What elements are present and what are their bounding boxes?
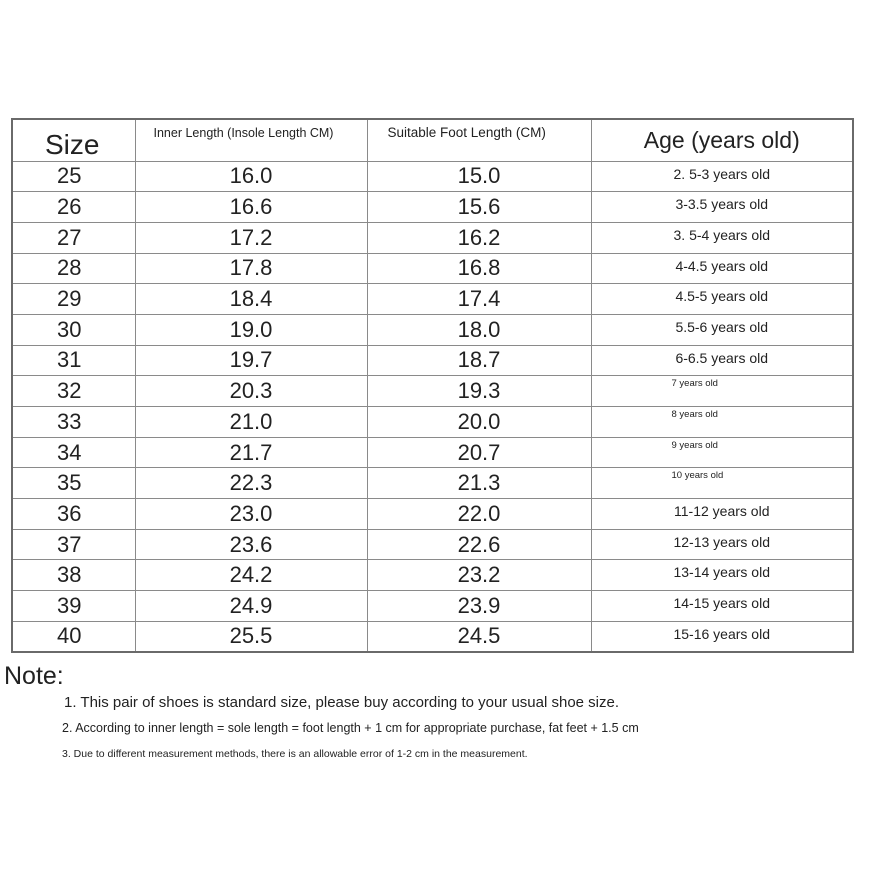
size-cell: 39 bbox=[12, 591, 135, 622]
table-row bbox=[12, 253, 853, 284]
size-cell: 29 bbox=[12, 284, 135, 315]
foot-length-cell: 22.0 bbox=[367, 499, 591, 530]
table-body bbox=[12, 161, 853, 652]
size-cell: 26 bbox=[12, 192, 135, 223]
inner-length-cell: 23.0 bbox=[135, 499, 367, 530]
size-cell: 33 bbox=[12, 407, 135, 438]
foot-length-cell: 16.2 bbox=[367, 222, 591, 253]
size-cell: 31 bbox=[12, 345, 135, 376]
inner-length-cell: 19.7 bbox=[135, 345, 367, 376]
table-row bbox=[12, 407, 853, 438]
inner-length-cell: 24.9 bbox=[135, 591, 367, 622]
inner-length-cell: 16.0 bbox=[135, 161, 367, 192]
inner-length-cell: 19.0 bbox=[135, 314, 367, 345]
size-cell: 37 bbox=[12, 529, 135, 560]
size-cell: 32 bbox=[12, 376, 135, 407]
foot-length-cell: 17.4 bbox=[367, 284, 591, 315]
table-row bbox=[12, 560, 853, 591]
table-row bbox=[12, 437, 853, 468]
inner-length-cell: 17.8 bbox=[135, 253, 367, 284]
header-foot-length: Suitable Foot Length (CM) bbox=[367, 119, 591, 161]
note-line-3: 3. Due to different measurement methods, there is an allowable error of 1-2 cm in the measurement. bbox=[62, 748, 528, 760]
table-row bbox=[12, 591, 853, 622]
table-row bbox=[12, 345, 853, 376]
foot-length-cell: 22.6 bbox=[367, 529, 591, 560]
notes-section bbox=[4, 662, 639, 760]
foot-length-cell: 21.3 bbox=[367, 468, 591, 499]
note-line-2: 2. According to inner length = sole length = foot length + 1 cm for appropriate purchase, fat feet + 1.5 cm bbox=[62, 721, 639, 735]
foot-length-cell: 20.7 bbox=[367, 437, 591, 468]
age-cell: 4-4.5 years old bbox=[591, 253, 853, 284]
age-cell: 15-16 years old bbox=[591, 621, 853, 652]
inner-length-cell: 20.3 bbox=[135, 376, 367, 407]
table-row bbox=[12, 529, 853, 560]
foot-length-cell: 20.0 bbox=[367, 407, 591, 438]
header-inner-length: Inner Length (Insole Length CM) bbox=[135, 119, 367, 161]
table-row bbox=[12, 161, 853, 192]
foot-length-cell: 19.3 bbox=[367, 376, 591, 407]
table-row bbox=[12, 468, 853, 499]
age-cell: 6-6.5 years old bbox=[591, 345, 853, 376]
size-cell: 35 bbox=[12, 468, 135, 499]
header-size: Size bbox=[12, 119, 135, 161]
age-cell: 5.5-6 years old bbox=[591, 314, 853, 345]
inner-length-cell: 23.6 bbox=[135, 529, 367, 560]
age-cell: 7 years old bbox=[591, 376, 853, 407]
note-line-1: 1. This pair of shoes is standard size, please buy according to your usual shoe size. bbox=[64, 694, 620, 711]
age-cell: 3. 5-4 years old bbox=[591, 222, 853, 253]
age-cell: 4.5-5 years old bbox=[591, 284, 853, 315]
foot-length-cell: 15.0 bbox=[367, 161, 591, 192]
table-row bbox=[12, 284, 853, 315]
size-cell: 25 bbox=[12, 161, 135, 192]
size-cell: 34 bbox=[12, 437, 135, 468]
table-row bbox=[12, 621, 853, 652]
table-row bbox=[12, 499, 853, 530]
size-cell: 30 bbox=[12, 314, 135, 345]
foot-length-cell: 23.2 bbox=[367, 560, 591, 591]
foot-length-cell: 15.6 bbox=[367, 192, 591, 223]
age-cell: 13-14 years old bbox=[591, 560, 853, 591]
size-cell: 36 bbox=[12, 499, 135, 530]
age-cell: 14-15 years old bbox=[591, 591, 853, 622]
table-row bbox=[12, 376, 853, 407]
size-cell: 28 bbox=[12, 253, 135, 284]
foot-length-cell: 18.7 bbox=[367, 345, 591, 376]
notes-title: Note: bbox=[4, 662, 64, 690]
age-cell: 8 years old bbox=[591, 407, 853, 438]
inner-length-cell: 21.7 bbox=[135, 437, 367, 468]
inner-length-cell: 18.4 bbox=[135, 284, 367, 315]
foot-length-cell: 16.8 bbox=[367, 253, 591, 284]
size-chart-table bbox=[11, 118, 854, 653]
age-cell: 10 years old bbox=[591, 468, 853, 499]
inner-length-cell: 17.2 bbox=[135, 222, 367, 253]
age-cell: 2. 5-3 years old bbox=[591, 161, 853, 192]
age-cell: 9 years old bbox=[591, 437, 853, 468]
size-cell: 27 bbox=[12, 222, 135, 253]
size-cell: 40 bbox=[12, 621, 135, 652]
table-row bbox=[12, 192, 853, 223]
inner-length-cell: 16.6 bbox=[135, 192, 367, 223]
age-cell: 11-12 years old bbox=[591, 499, 853, 530]
inner-length-cell: 22.3 bbox=[135, 468, 367, 499]
inner-length-cell: 21.0 bbox=[135, 407, 367, 438]
foot-length-cell: 24.5 bbox=[367, 621, 591, 652]
foot-length-cell: 18.0 bbox=[367, 314, 591, 345]
inner-length-cell: 25.5 bbox=[135, 621, 367, 652]
table-row bbox=[12, 314, 853, 345]
foot-length-cell: 23.9 bbox=[367, 591, 591, 622]
age-cell: 12-13 years old bbox=[591, 529, 853, 560]
age-cell: 3-3.5 years old bbox=[591, 192, 853, 223]
size-cell: 38 bbox=[12, 560, 135, 591]
header-age: Age (years old) bbox=[591, 119, 853, 161]
table-row bbox=[12, 222, 853, 253]
inner-length-cell: 24.2 bbox=[135, 560, 367, 591]
table-header-row bbox=[12, 119, 853, 161]
